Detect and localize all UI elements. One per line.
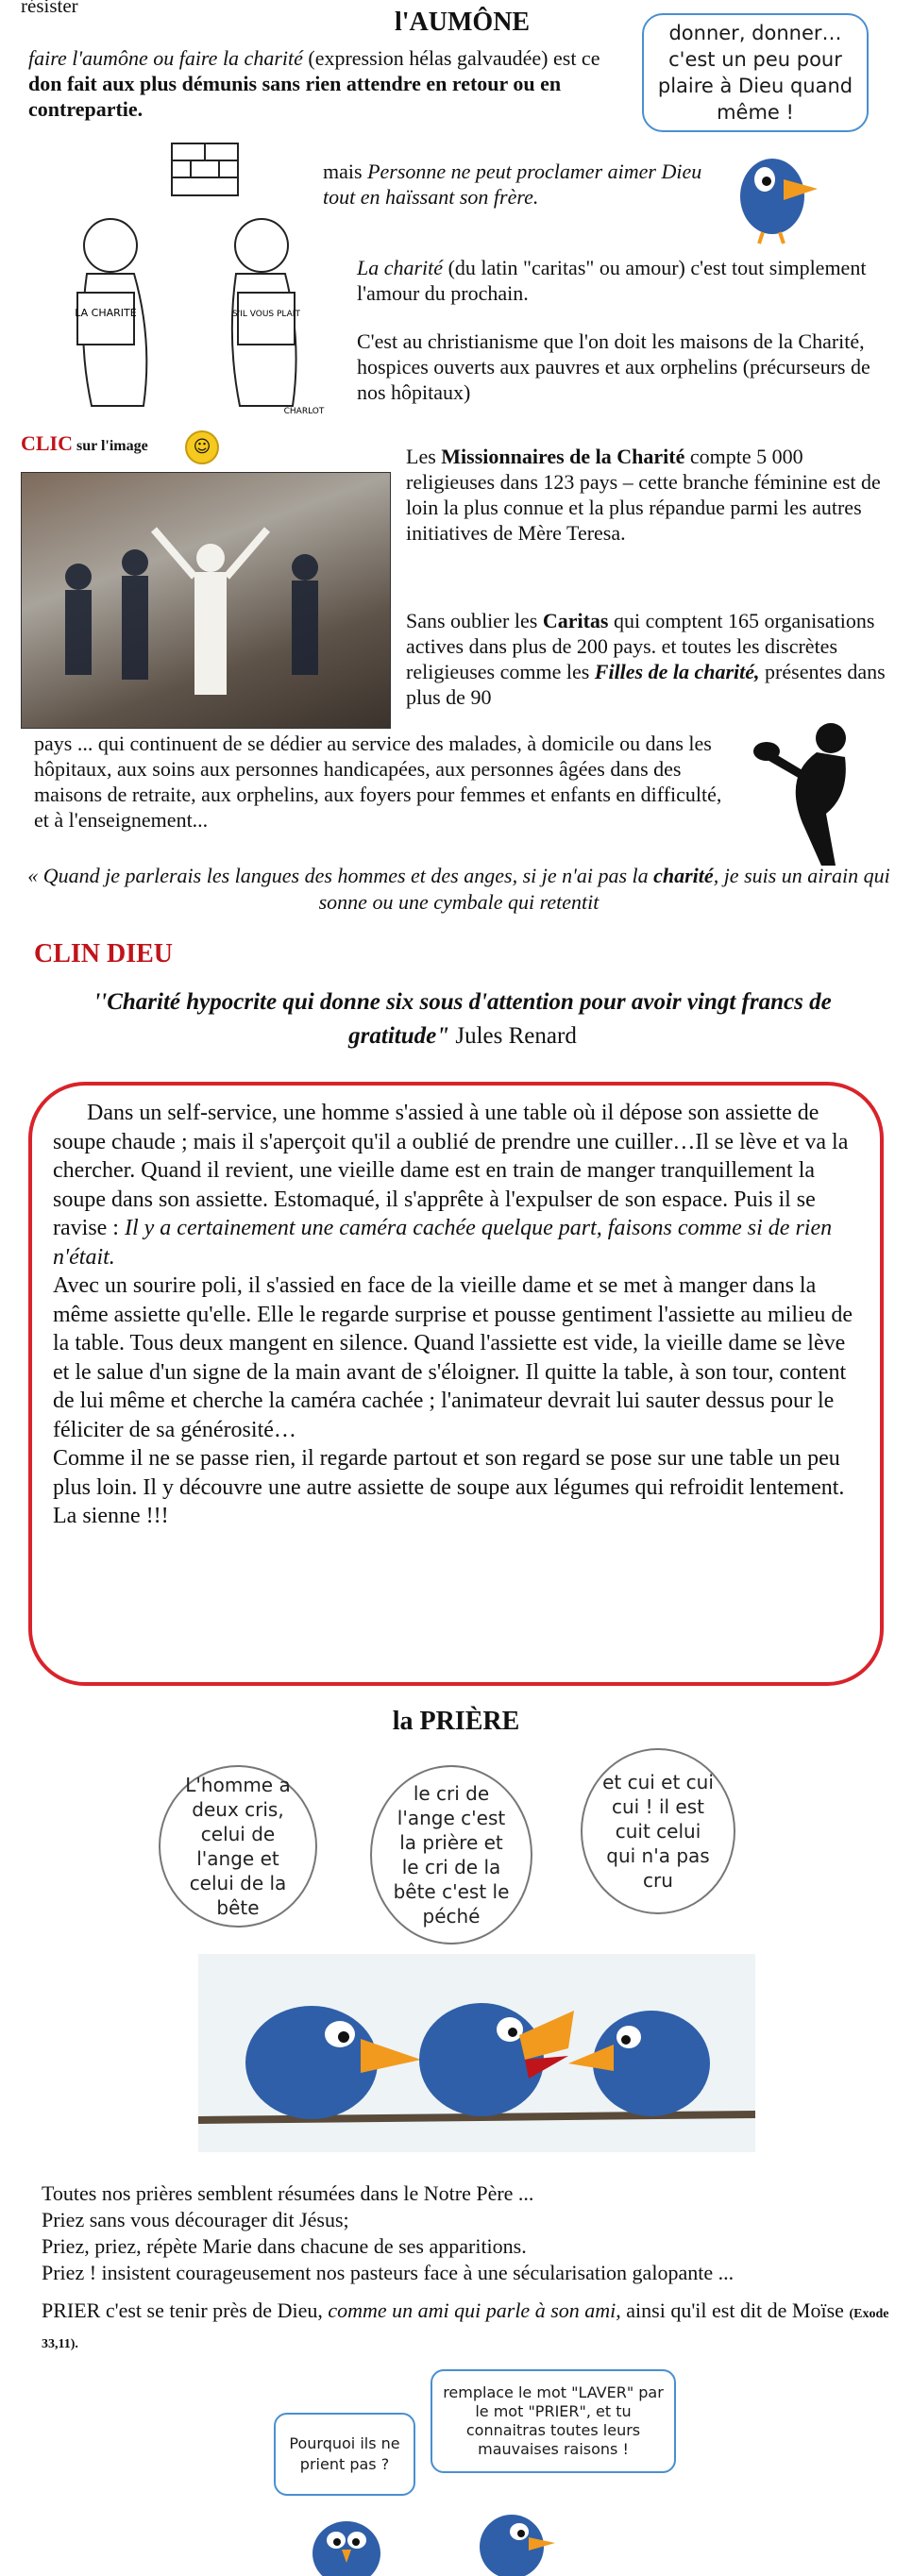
speech-bubble-donner	[642, 13, 869, 132]
clin-dieu-heading: CLIN DIEU	[34, 939, 174, 968]
story-p3: Comme il ne se passe rien, il regarde partout et son regard se pose sur une table un peu plus loin. Il y découvre une autre assiette de soupe aux légumes qui refroidit lentement. La sienne !!!	[53, 1446, 845, 1528]
missionnaires-text	[406, 444, 897, 546]
mais-word: mais	[323, 160, 368, 183]
sign-left-text: LA CHARITÉ	[75, 307, 137, 319]
thought-bubble-2	[370, 1765, 532, 1945]
priere-line-1: Toutes nos prières semblent résumées dans le Notre Père ...	[42, 2181, 534, 2205]
bubble-donner-text: donner, donner… c'est un peu pour plaire à Dieu quand même !	[657, 22, 853, 124]
clic-word[interactable]: CLIC	[21, 431, 74, 455]
bubble-remplace-text: remplace le mot "LAVER" par le mot "PRIER", et tu connaitras toutes leurs mauvaises raisons !	[443, 2383, 664, 2458]
missionnaires-b: Missionnaires de la Charité	[441, 445, 685, 468]
thought2-text: le cri de l'ange c'est la prière et le cri de la bête c'est le péché	[393, 1782, 510, 1928]
prier-a: PRIER c'est se tenir près de Dieu,	[42, 2298, 329, 2322]
mais-line	[323, 159, 719, 210]
speech-bubble-pourquoi	[274, 2413, 415, 2496]
charite-def	[357, 255, 886, 306]
musician-silhouette-icon	[746, 710, 887, 870]
maisons-charite: C'est au christianisme que l'on doit les maisons de la Charité, hospices ouverts aux pauvres et aux orphelins (précurseurs de nos hôpitaux)	[357, 329, 870, 404]
cartoon-signature: CHARLOT	[283, 407, 325, 416]
intro-bold: don fait aux plus démunis sans rien attendre en retour ou en contrepartie.	[28, 72, 562, 121]
three-birds-image	[198, 1954, 755, 2152]
small-bird-right-icon	[472, 2490, 557, 2576]
story-p1-text: Dans un self-service, une homme s'assied à une table où il dépose son assiette de soupe chaude ; mais il s'aperçoit qu'il a oublié de prendre une cuiller…Il se lève et va la chercher. Quand il revient, une vieille dame est en train de manger tranquillement la soupe dans son assiette. Estomaqué, il s'apprête à l'expulser de son espace. Puis il se ravise :	[53, 1101, 849, 1240]
smiley-icon: ☺	[185, 430, 219, 464]
thought-bubble-1	[159, 1765, 317, 1928]
charite-italic: La charité	[357, 256, 444, 279]
corinthians-quote	[25, 863, 893, 916]
small-bird-left-icon	[304, 2506, 389, 2576]
renard-author: Jules Renard	[449, 1023, 577, 1049]
clic-link[interactable]	[21, 430, 148, 460]
bubble-pourquoi-text: Pourquoi ils ne prient pas ?	[289, 2434, 400, 2473]
story-p2: Avec un sourire poli, il s'assied en face de la vieille dame et se met à manger dans la même assiette qu'elle. Elle le regarde surprise et pousse gentiment l'assiette au milieu de la table. Tous deux mangent en silence. Quand l'assiette est vide, la vieille dame se lève et le salue d'un signe de la main avant de s'éloigner. Il quitte la table, à son tour, content de lui même et cherche la caméra cachée ; l'animateur devrait lui sauter dessus pour le féliciter de sa générosité…	[53, 1273, 853, 1442]
prier-b: comme un ami qui parle à son ami	[328, 2298, 616, 2322]
story-p1-italic: Il y a certainement une caméra cachée quelque part, faisons comme si de rien n'était.	[53, 1216, 833, 1270]
caritas-a: Sans oublier les	[406, 609, 543, 632]
aumone-intro	[28, 45, 614, 122]
caritas-e: présentes dans plus de 90	[406, 660, 886, 709]
intro-plain: (expression hélas galvaudée) est ce	[302, 46, 600, 70]
cartoon-beggars-image[interactable]	[21, 132, 342, 425]
dancing-figures-icon	[22, 473, 390, 728]
priere-lines	[42, 2180, 891, 2286]
blue-bird-icon	[727, 142, 821, 245]
intro-italic: faire l'aumône ou faire la charité	[28, 46, 303, 70]
priere-line-4: Priez ! insistent courageusement nos pasteurs face à une sécularisation galopante ...	[42, 2261, 735, 2284]
mais-italic: Personne ne peut proclamer aimer Dieu tout en haïssant son frère.	[323, 160, 702, 209]
quote-c: , je suis un airain qui sonne ou une cymbale qui retentit	[318, 864, 890, 914]
caritas-c: qui comptent 165 organisations actives dans plus de 200 pays. et toutes les discrètes religieuses comme les	[406, 609, 875, 683]
prier-text	[42, 2298, 891, 2358]
missionnaires-a: Les	[406, 445, 442, 468]
story-p1	[53, 1099, 863, 1271]
prier-c: , ainsi qu'il est dit de Moïse	[616, 2298, 850, 2322]
speech-bubble-remplace	[431, 2369, 676, 2473]
dancing-nuns-photo[interactable]	[21, 472, 391, 729]
thought3-text: et cui et cui cui ! il est cuit celui qui n'a pas cru	[602, 1771, 714, 1892]
caritas-text	[406, 608, 897, 710]
cut-off-word: résister	[21, 0, 78, 17]
story-frame	[28, 1082, 884, 1686]
thought1-text: L'homme a deux cris, celui de l'ange et celui de la bête	[185, 1774, 291, 1919]
caritas-b: Caritas	[542, 609, 609, 632]
sur-image-text: sur l'image	[73, 438, 148, 454]
aumone-title: l'AUMÔNE	[395, 8, 531, 37]
charite-rest: (du latin "caritas" ou amour) c'est tout simplement l'amour du prochain.	[357, 256, 867, 305]
pays-text: pays ... qui continuent de se dédier au service des malades, à domicile ou dans les hôpitaux, aux soins aux personnes handicapées, aux personnes âgées dans des maisons de retraite, aux orphelins, aux foyers pour femmes et enfants en difficulté, et à l'enseignement...	[34, 732, 722, 832]
priere-line-3: Priez, priez, répète Marie dans chacune de ses apparitions.	[42, 2234, 527, 2258]
quote-a: « Quand je parlerais les langues des hommes et des anges, si je n'ai pas la	[27, 864, 654, 887]
sign-right-text: S'IL VOUS PLAIT	[232, 310, 300, 319]
priere-line-2: Priez sans vous décourager dit Jésus;	[42, 2208, 349, 2231]
thought-bubble-3	[581, 1748, 735, 1914]
caritas-d: Filles de la charité,	[594, 660, 760, 683]
quote-b: charité	[653, 864, 714, 887]
priere-title: la PRIÈRE	[392, 1707, 520, 1736]
renard-quote	[57, 985, 869, 1053]
renard-quote-text: ''Charité hypocrite qui donne six sous d'attention pour avoir vingt francs de gratitude"	[93, 989, 832, 1049]
missionnaires-c: compte 5 000 religieuses dans 123 pays – cette branche féminine est de loin la plus connue et la plus répandue parmi les autres initiatives de Mère Teresa.	[406, 445, 881, 545]
prier-ref: (Exode 33,11).	[42, 2307, 889, 2351]
